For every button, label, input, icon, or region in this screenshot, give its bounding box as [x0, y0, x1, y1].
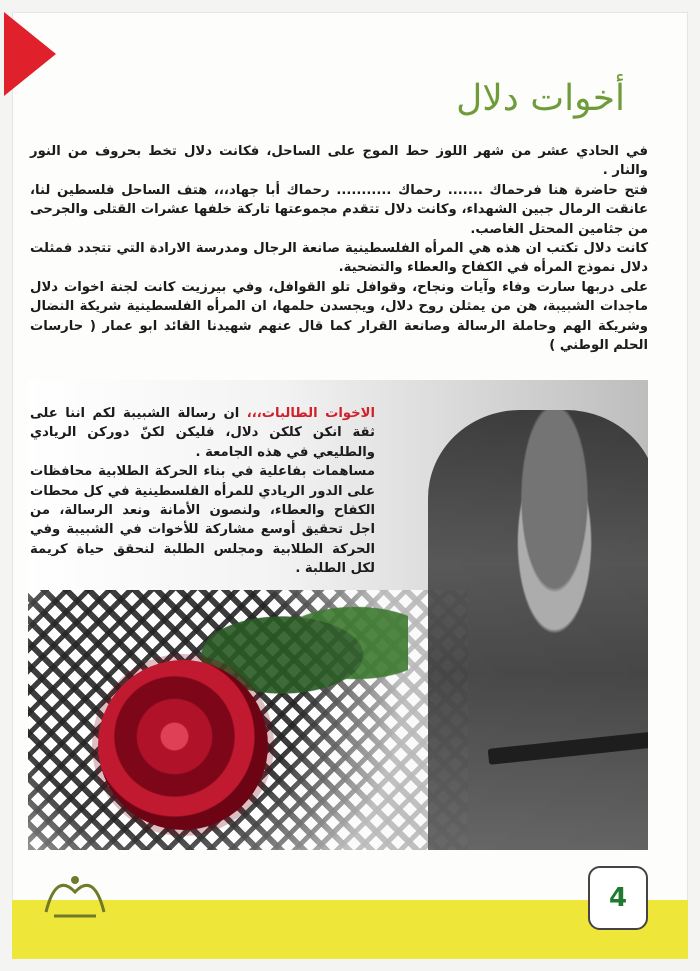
article-body — [30, 142, 648, 355]
overlay-paragraph — [30, 404, 375, 462]
portrait-image — [428, 410, 648, 850]
paragraph: في الحادي عشر من شهر اللوز حط الموج على الساحل، فكانت دلال تخط بحروف من النور والنار . — [30, 144, 648, 179]
overlay-paragraph: مساهمات بفاعلية في بناء الحركة الطلابية محافظات على الدور الريادي للمرأه الفلسطينية في كل محطات الكفاح والعطاء، ولنصون الأمانة ونعد الرسالة، من اجل تحقيق أوسع مشاركة للأخوات في الشبيبة وفي الحركة الطلابية ومجلس الطلبة لنحقق حياة كريمة لكل الطلبة . — [30, 464, 375, 577]
page-number: 4 — [608, 883, 628, 913]
paragraph: على دربها سارت وفاء وآيات ونجاح، وقوافل تلو القوافل، وفي بيرزيت كانت لجنة اخوات دلال ماجدات الشبيبة، هن من يمثلن روح دلال، ويجسدن حلمها، ان المرأه الفلسطينية شريكة النضال وشريكة الهم وحاملة الرسالة وصانعة القرار كما قال عنهم شهيدنا القائد ابو عمار ( حارسات الحلم الوطني ) — [30, 279, 648, 354]
paragraph: فتح حاضرة هنا فرحماك ....... رحماك ........... رحماك أبا جهاد،،، هتف الساحل فلسطين لنا، عانقت الرمال جبين الشهداء، وكانت دلال تتقدم مجموعتها تاركة خلفها عشرات القتلى والجرحى من جثامين المحتل الغاصب. — [30, 182, 648, 237]
overlay-paragraph-text: ان رسالة الشبيبة لكم اننا على ثقة انكن كلكن دلال، فليكن لكنّ دوركن الريادي والطليعي في هذه الجامعة . — [30, 406, 375, 460]
paragraph: كانت دلال تكتب ان هذه هي المرأه الفلسطينية صانعة الرجال ومدرسة الارادة التي تتجدد فمثلت دلال نموذج المرأه في الكفاح والعطاء والتضحية. — [30, 241, 648, 276]
red-rose-image — [98, 660, 268, 830]
overlay-text-block — [30, 404, 375, 579]
logo-graphic — [36, 862, 114, 926]
overlay-heading: الاخوات الطالبات،،، — [246, 406, 375, 421]
ahl-al-azm-logo — [36, 862, 114, 926]
corner-triangle-decoration — [4, 12, 56, 96]
page-title: أخوات دلال — [456, 78, 625, 119]
page-number-box — [588, 866, 648, 930]
